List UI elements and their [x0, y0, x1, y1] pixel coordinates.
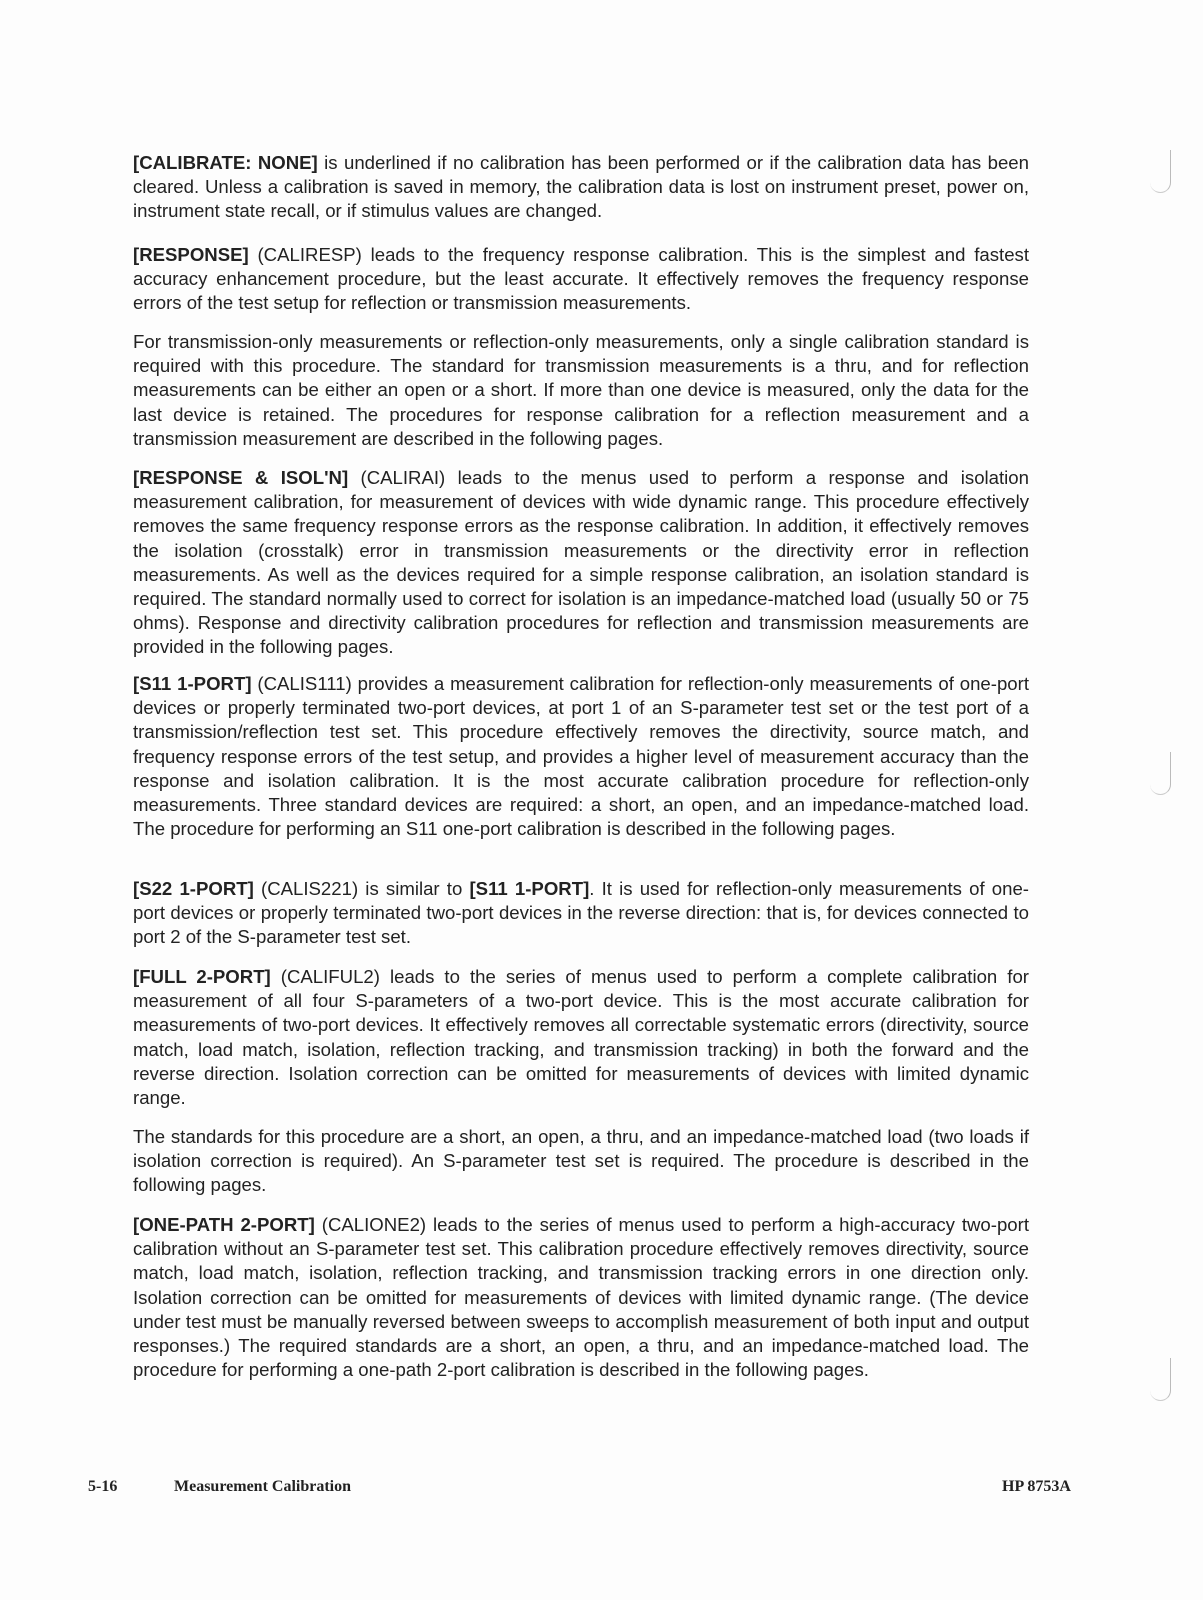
paragraph-one-path-2-port — [133, 1213, 1029, 1382]
paragraph-s11-1-port — [133, 672, 1029, 841]
softkey-label: [S11 1-PORT] — [469, 878, 590, 899]
paragraph-text: . It is used for reflection-only measurements of one-port devices or properly terminated two-port devices in the reverse direction: that is, for devices connected to port 2 of the S-parameter test set. — [133, 878, 1029, 948]
softkey-label: [S22 1-PORT] — [133, 878, 254, 899]
binder-hole-mark — [1150, 150, 1171, 193]
paragraph-text: (CALIRAI) leads to the menus used to perform a response and isolation measurement calibration, for measurement of devices with wide dynamic range. This procedure effectively removes the same frequency response errors as the response calibration. In addition, it effectively removes the isolation (crosstalk) error in transmission measurements or the directivity error in reflection measurements. As well as the devices required for a simple response calibration, an isolation standard is required. The standard normally used to correct for isolation is an impedance-matched load (usually 50 or 75 ohms). Response and directivity calibration procedures for reflection and transmission measurements are provided in the following pages. — [133, 467, 1029, 658]
softkey-label: [FULL 2-PORT] — [133, 966, 271, 987]
section-title: Measurement Calibration — [174, 1478, 352, 1495]
softkey-label: [ONE-PATH 2-PORT] — [133, 1214, 315, 1235]
binder-hole-mark — [1150, 752, 1171, 795]
paragraph-text: For transmission-only measurements or reflection-only measurements, only a single calibration standard is required with this procedure. The standard for transmission measurements is a thru, and for reflection measurements can be either an open or a short. If more than one device is measured, only the data for the last device is retained. The procedures for response calibration for a reflection measurement and a transmission measurement are described in the following pages. — [133, 331, 1029, 449]
paragraph-text: (CALIS221) is similar to — [253, 878, 470, 899]
product-name: HP 8753A — [1002, 1478, 1071, 1495]
softkey-label: [RESPONSE] — [133, 244, 249, 265]
paragraph-full-2-port-standards — [133, 1125, 1029, 1198]
paragraph-text: (CALIS111) provides a measurement calibration for reflection-only measurements of one-port devices or properly terminated two-port devices, at port 1 of an S-parameter test set or the test port of a transmission/reflection test set. This procedure effectively removes the directivity, source match, and frequency response errors of the test setup, and provides a higher level of measurement accuracy than the response and isolation calibration. It is the most accurate calibration procedure for reflection-only measurements. Three standard devices are required: a short, an open, and an impedance-matched load. The procedure for performing an S11 one-port calibration is described in the following pages. — [133, 673, 1029, 840]
paragraph-text: (CALIONE2) leads to the series of menus used to perform a high-accuracy two-port calibration without an S-parameter test set. This calibration procedure effectively removes directivity, source match, load match, isolation, reflection tracking, and transmission tracking errors in one direction only. Isolation correction can be omitted for measurements of devices with limited dynamic range. (The device under test must be manually reversed between sweeps to accomplish measurement of both input and output responses.) The required standards are a short, an open, a thru, and an impedance-matched load. The procedure for performing a one-path 2-port calibration is described in the following pages. — [133, 1214, 1029, 1381]
softkey-label: [RESPONSE & ISOL'N] — [133, 467, 349, 488]
paragraph-calibrate-none — [133, 151, 1029, 224]
paragraph-text: is underlined if no calibration has been performed or if the calibration data has been cleared. Unless a calibration is saved in memory, the calibration data is lost on instrument preset, power on, instrument state recall, or if stimulus values are changed. — [133, 152, 1029, 222]
paragraph-text: (CALIRESP) leads to the frequency response calibration. This is the simplest and fastest accuracy enhancement procedure, but the least accurate. It effectively removes the frequency response errors of the test setup for reflection or transmission measurements. — [133, 244, 1029, 314]
paragraph-s22-1-port — [133, 877, 1029, 950]
page-number: 5-16 — [88, 1478, 118, 1495]
softkey-label: [CALIBRATE: NONE] — [133, 152, 318, 173]
paragraph-response-isolation — [133, 466, 1029, 660]
binder-hole-mark — [1150, 1358, 1171, 1401]
softkey-label: [S11 1-PORT] — [133, 673, 252, 694]
paragraph-response-standards — [133, 330, 1029, 451]
paragraph-text: (CALIFUL2) leads to the series of menus used to perform a complete calibration for measurement of all four S-parameters of a two-port device. This is the most accurate calibration for measurements of two-port devices. It effectively removes all correctable systematic errors (directivity, source match, load match, isolation, reflection tracking, and transmission tracking) in both the forward and the reverse direction. Isolation correction can be omitted for measurements of devices with limited dynamic range. — [133, 966, 1029, 1109]
paragraph-response — [133, 243, 1029, 316]
paragraph-text: The standards for this procedure are a short, an open, a thru, and an impedance-matched load (two loads if isolation correction is required). An S-parameter test set is required. The procedure is described in the following pages. — [133, 1126, 1029, 1196]
paragraph-full-2-port — [133, 965, 1029, 1110]
